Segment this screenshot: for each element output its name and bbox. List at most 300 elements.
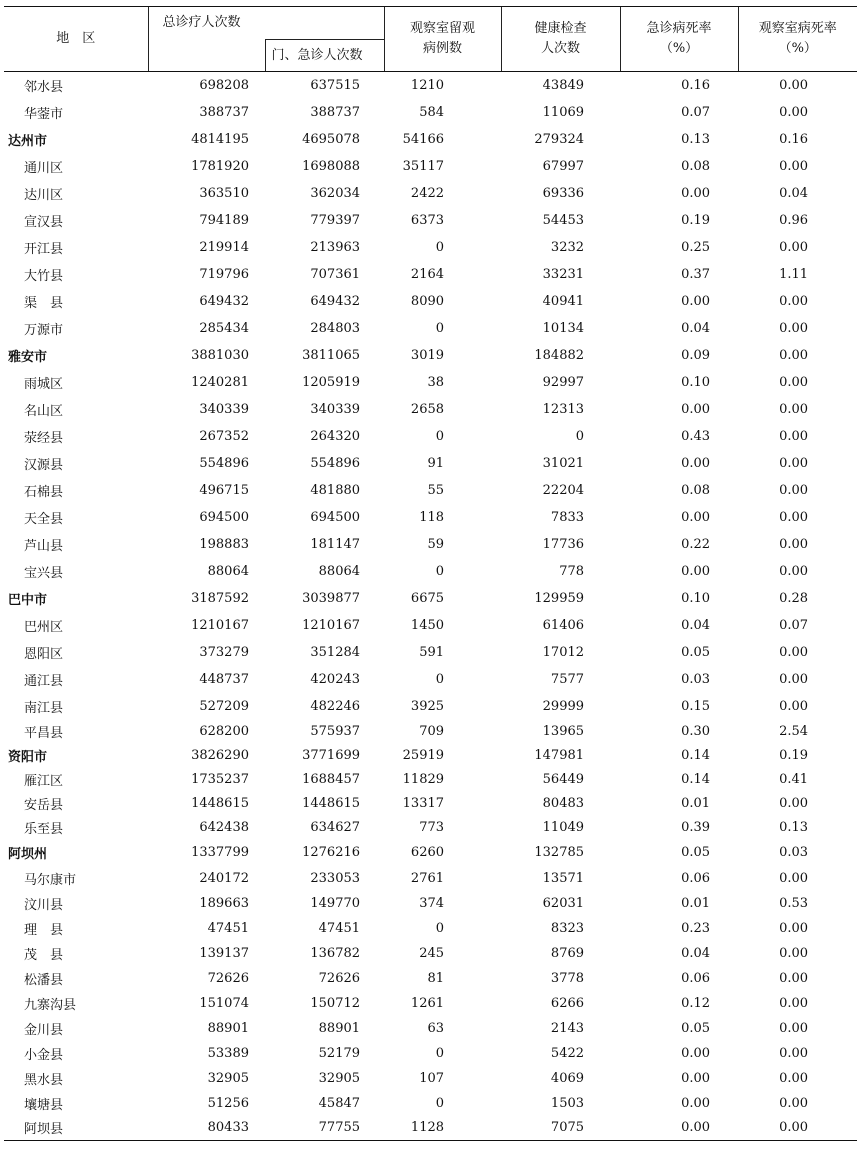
total-visits-cell: 1448615 — [191, 796, 249, 811]
health-check-cell: 5422 — [550, 1045, 585, 1061]
outpatient-cell: 1276216 — [302, 845, 361, 860]
observation-mortality-cell: 0.00 — [779, 347, 809, 363]
region-cell: 汶川县 — [24, 897, 64, 913]
region-cell: 宝兴县 — [24, 565, 64, 581]
outpatient-cell: 649432 — [310, 293, 361, 309]
observation-mortality-cell: 0.00 — [779, 428, 809, 444]
table-row — [4, 916, 857, 941]
table-row — [4, 450, 857, 477]
health-check-cell: 129959 — [534, 590, 585, 606]
health-check-cell: 11069 — [542, 104, 585, 120]
table-row — [4, 792, 857, 816]
total-visits-cell: 267352 — [199, 428, 249, 444]
emergency-mortality-cell: 0.00 — [681, 563, 711, 579]
observation-mortality-cell: 0.00 — [779, 320, 809, 336]
total-visits-cell: 1210167 — [191, 617, 249, 633]
health-check-cell: 1503 — [550, 1095, 585, 1111]
health-check-cell: 4069 — [550, 1070, 585, 1086]
observation-cases-cell: 773 — [419, 820, 445, 835]
emergency-mortality-cell: 0.43 — [681, 428, 711, 444]
observation-cases-cell: 1450 — [410, 617, 445, 633]
total-visits-cell: 642438 — [199, 820, 249, 835]
emergency-mortality-cell: 0.00 — [620, 1116, 738, 1141]
observation-mortality-cell: 0.00 — [779, 509, 809, 525]
observation-cases-cell: 0 — [435, 1045, 445, 1061]
total-visits-cell: 448737 — [199, 671, 249, 687]
outpatient-cell: 181147 — [310, 536, 361, 552]
table-row — [4, 639, 857, 666]
health-check-cell: 69336 — [542, 185, 585, 201]
observation-mortality-cell: 0.03 — [779, 845, 809, 860]
health-check-cell: 0 — [575, 428, 585, 444]
observation-mortality-cell: 0.00 — [779, 920, 809, 936]
total-visits-cell: 527209 — [199, 698, 249, 714]
region-cell: 巴州区 — [24, 619, 64, 635]
emergency-mortality-cell: 0.23 — [681, 920, 711, 936]
outpatient-cell: 3811065 — [302, 347, 361, 363]
table-row — [4, 369, 857, 396]
observation-mortality-cell: 0.00 — [779, 455, 809, 471]
observation-mortality-cell: 0.00 — [779, 945, 809, 961]
health-check-cell: 80483 — [542, 796, 585, 811]
statistics-table — [4, 6, 857, 1141]
emergency-mortality-cell: 0.01 — [681, 796, 711, 811]
region-cell: 邻水县 — [24, 79, 64, 95]
outpatient-cell: 351284 — [310, 644, 361, 660]
observation-mortality-cell: 0.28 — [779, 590, 809, 606]
emergency-mortality-cell: 0.08 — [681, 482, 711, 498]
table-row-city — [4, 342, 857, 369]
total-visits-cell: 51256 — [207, 1095, 249, 1111]
total-visits-cell: 151074 — [199, 995, 249, 1011]
observation-mortality-cell: 0.00 — [779, 1045, 809, 1061]
outpatient-cell: 77755 — [265, 1116, 384, 1141]
table-row — [4, 693, 857, 720]
total-visits-cell: 719796 — [199, 266, 249, 282]
outpatient-cell: 482246 — [310, 698, 361, 714]
total-visits-cell: 373279 — [199, 644, 249, 660]
observation-cases-cell: 59 — [427, 536, 445, 552]
observation-mortality-cell: 0.00 — [779, 796, 809, 811]
observation-cases-cell: 2761 — [410, 870, 445, 886]
table-row — [4, 1016, 857, 1041]
observation-cases-cell: 81 — [427, 970, 445, 986]
outpatient-cell: 3771699 — [302, 748, 361, 763]
total-visits-cell: 285434 — [199, 320, 249, 336]
observation-mortality-cell: 0.07 — [779, 617, 809, 633]
observation-mortality-cell: 0.00 — [779, 698, 809, 714]
outpatient-cell: 362034 — [310, 185, 361, 201]
observation-mortality-cell: 2.54 — [779, 724, 809, 739]
table-row — [4, 991, 857, 1016]
region-cell: 安岳县 — [24, 798, 64, 813]
observation-mortality-cell: 0.00 — [779, 671, 809, 687]
health-check-cell: 29999 — [542, 698, 585, 714]
region-cell: 名山区 — [24, 403, 64, 419]
region-cell: 阿坝县 — [4, 1116, 148, 1141]
table-header — [4, 7, 857, 72]
observation-mortality-cell: 0.16 — [779, 131, 809, 147]
health-check-cell: 147981 — [534, 748, 585, 763]
observation-cases-cell: 1128 — [384, 1116, 501, 1141]
table-row — [4, 531, 857, 558]
outpatient-cell: 420243 — [310, 671, 361, 687]
observation-mortality-cell: 0.00 — [779, 563, 809, 579]
observation-mortality-cell: 0.00 — [738, 1116, 857, 1141]
emergency-mortality-cell: 0.13 — [681, 131, 711, 147]
total-visits-cell: 388737 — [199, 104, 249, 120]
observation-cases-cell: 8090 — [410, 293, 445, 309]
observation-cases-cell: 6373 — [410, 212, 445, 228]
outpatient-cell: 707361 — [310, 266, 361, 282]
observation-mortality-cell: 0.04 — [779, 185, 809, 201]
table-row — [4, 504, 857, 531]
observation-mortality-cell: 0.00 — [779, 239, 809, 255]
emergency-mortality-cell: 0.14 — [681, 772, 711, 787]
outpatient-cell: 150712 — [310, 995, 361, 1011]
outpatient-cell: 284803 — [310, 320, 361, 336]
total-visits-cell: 554896 — [199, 455, 249, 471]
total-visits-cell: 698208 — [199, 77, 249, 93]
health-check-cell: 3232 — [550, 239, 585, 255]
emergency-mortality-cell: 0.39 — [681, 820, 711, 835]
outpatient-cell: 136782 — [310, 945, 361, 961]
region-cell: 黑水县 — [24, 1072, 64, 1088]
observation-mortality-cell: 0.13 — [779, 820, 809, 835]
health-check-cell: 33231 — [542, 266, 585, 282]
observation-cases-cell: 25919 — [402, 748, 445, 763]
outpatient-cell: 1448615 — [302, 796, 361, 811]
health-check-cell: 11049 — [542, 820, 585, 835]
table-row — [4, 666, 857, 693]
table-row-city — [4, 840, 857, 866]
observation-cases-cell: 3925 — [410, 698, 445, 714]
observation-cases-cell: 1210 — [410, 77, 445, 93]
observation-cases-cell: 0 — [435, 563, 445, 579]
emergency-mortality-cell: 0.30 — [681, 724, 711, 739]
table-row — [4, 423, 857, 450]
emergency-mortality-cell: 0.01 — [681, 895, 711, 911]
total-visits-cell: 198883 — [199, 536, 249, 552]
region-cell: 大竹县 — [24, 268, 64, 284]
health-check-cell: 3778 — [550, 970, 585, 986]
region-cell: 石棉县 — [24, 484, 64, 500]
emergency-mortality-cell: 0.00 — [681, 509, 711, 525]
outpatient-cell: 634627 — [310, 820, 361, 835]
observation-mortality-cell: 0.00 — [779, 1020, 809, 1036]
total-visits-cell: 219914 — [199, 239, 249, 255]
region-cell: 金川县 — [24, 1022, 64, 1038]
region-cell: 通川区 — [24, 160, 64, 176]
table-row — [4, 315, 857, 342]
total-visits-cell: 80433 — [148, 1116, 265, 1141]
region-cell: 荥经县 — [24, 430, 64, 446]
observation-cases-cell: 11829 — [402, 772, 445, 787]
region-cell: 小金县 — [24, 1047, 64, 1063]
emergency-mortality-cell: 0.07 — [681, 104, 711, 120]
emergency-mortality-cell: 0.12 — [681, 995, 711, 1011]
total-visits-cell: 189663 — [199, 895, 249, 911]
region-cell: 宣汉县 — [24, 214, 64, 230]
outpatient-cell: 1210167 — [302, 617, 361, 633]
health-check-cell: 132785 — [534, 845, 585, 860]
table-row — [4, 558, 857, 585]
table-row — [4, 288, 857, 315]
emergency-mortality-cell: 0.10 — [681, 374, 711, 390]
health-check-cell: 8769 — [550, 945, 585, 961]
region-cell: 九寨沟县 — [24, 997, 77, 1013]
region-cell: 松潘县 — [24, 972, 64, 988]
emergency-mortality-cell: 0.05 — [681, 644, 711, 660]
total-visits-cell: 794189 — [199, 212, 249, 228]
total-visits-cell: 628200 — [199, 724, 249, 739]
total-visits-cell: 3826290 — [191, 748, 249, 763]
health-check-cell: 2143 — [550, 1020, 585, 1036]
observation-cases-cell: 0 — [435, 428, 445, 444]
observation-cases-cell: 6675 — [410, 590, 445, 606]
region-cell: 雨城区 — [24, 376, 64, 392]
total-visits-cell: 72626 — [207, 970, 249, 986]
observation-cases-cell: 2164 — [410, 266, 445, 282]
observation-cases-cell: 0 — [435, 239, 445, 255]
table-row — [4, 207, 857, 234]
health-check-cell: 8323 — [550, 920, 585, 936]
observation-cases-cell: 2658 — [410, 401, 445, 417]
emergency-mortality-cell: 0.19 — [681, 212, 711, 228]
emergency-mortality-cell: 0.00 — [681, 1070, 711, 1086]
outpatient-cell: 4695078 — [302, 131, 361, 147]
observation-cases-cell: 118 — [419, 509, 445, 525]
outpatient-cell: 264320 — [310, 428, 361, 444]
outpatient-cell: 554896 — [310, 455, 361, 471]
region-cell: 达州市 — [8, 133, 48, 149]
emergency-mortality-cell: 0.09 — [681, 347, 711, 363]
table-row — [4, 99, 857, 126]
table-row — [4, 180, 857, 207]
health-check-cell: 7833 — [550, 509, 585, 525]
total-visits-cell: 496715 — [199, 482, 249, 498]
region-cell: 雅安市 — [8, 349, 48, 365]
emergency-mortality-cell: 0.00 — [681, 1045, 711, 1061]
table-row-city — [4, 585, 857, 612]
outpatient-cell: 88064 — [318, 563, 361, 579]
health-check-cell: 778 — [559, 563, 585, 579]
total-visits-cell: 649432 — [199, 293, 249, 309]
emergency-mortality-cell: 0.37 — [681, 266, 711, 282]
outpatient-cell: 388737 — [310, 104, 361, 120]
health-check-cell: 13571 — [542, 870, 585, 886]
total-visits-cell: 139137 — [199, 945, 249, 961]
outpatient-cell: 694500 — [310, 509, 361, 525]
observation-cases-cell: 0 — [435, 671, 445, 687]
observation-cases-cell: 107 — [419, 1070, 445, 1086]
table-row — [4, 941, 857, 966]
observation-mortality-cell: 0.00 — [779, 158, 809, 174]
outpatient-cell: 213963 — [310, 239, 361, 255]
observation-mortality-cell: 0.00 — [779, 870, 809, 886]
header-total-visits: 总诊疗人次数 — [148, 7, 384, 40]
region-cell: 巴中市 — [8, 592, 48, 608]
observation-cases-cell: 584 — [419, 104, 445, 120]
total-visits-cell: 88901 — [207, 1020, 249, 1036]
observation-mortality-cell: 0.00 — [779, 536, 809, 552]
region-cell: 通江县 — [24, 673, 64, 689]
observation-cases-cell: 3019 — [410, 347, 445, 363]
region-cell: 南江县 — [24, 700, 64, 716]
table-row — [4, 866, 857, 891]
observation-mortality-cell: 0.00 — [779, 1095, 809, 1111]
table-row — [4, 234, 857, 261]
total-visits-cell: 88064 — [207, 563, 249, 579]
health-check-cell: 13965 — [542, 724, 585, 739]
observation-mortality-cell: 0.00 — [779, 293, 809, 309]
emergency-mortality-cell: 0.00 — [681, 455, 711, 471]
emergency-mortality-cell: 0.06 — [681, 970, 711, 986]
region-cell: 汉源县 — [24, 457, 64, 473]
observation-cases-cell: 6260 — [410, 845, 445, 860]
emergency-mortality-cell: 0.10 — [681, 590, 711, 606]
table-row — [4, 477, 857, 504]
observation-cases-cell: 35117 — [402, 158, 445, 174]
health-check-cell: 40941 — [542, 293, 585, 309]
observation-mortality-cell: 0.96 — [779, 212, 809, 228]
emergency-mortality-cell: 0.22 — [681, 536, 711, 552]
observation-cases-cell: 38 — [427, 374, 445, 390]
observation-cases-cell: 1261 — [410, 995, 445, 1011]
header-outpatient-emergency: 门、急诊人次数 — [265, 40, 384, 72]
health-check-cell: 184882 — [534, 347, 585, 363]
outpatient-cell: 779397 — [310, 212, 361, 228]
emergency-mortality-cell: 0.00 — [681, 401, 711, 417]
observation-cases-cell: 374 — [419, 895, 445, 911]
emergency-mortality-cell: 0.16 — [681, 77, 711, 93]
header-observation-cases: 观察室留观 病例数 — [384, 7, 501, 72]
outpatient-cell: 47451 — [318, 920, 361, 936]
header-emergency-mortality: 急诊病死率 （%） — [620, 7, 738, 72]
emergency-mortality-cell: 0.04 — [681, 320, 711, 336]
health-check-cell: 22204 — [542, 482, 585, 498]
table-body — [4, 72, 857, 1141]
table-row — [4, 1116, 857, 1141]
observation-cases-cell: 55 — [427, 482, 445, 498]
observation-mortality-cell: 0.00 — [779, 644, 809, 660]
region-cell: 开江县 — [24, 241, 64, 257]
emergency-mortality-cell: 0.03 — [681, 671, 711, 687]
observation-cases-cell: 54166 — [402, 131, 445, 147]
total-visits-cell: 4814195 — [191, 131, 249, 147]
emergency-mortality-cell: 0.04 — [681, 945, 711, 961]
health-check-cell: 10134 — [542, 320, 585, 336]
table-row — [4, 612, 857, 639]
health-check-cell: 67997 — [542, 158, 585, 174]
observation-mortality-cell: 0.00 — [779, 970, 809, 986]
total-visits-cell: 363510 — [199, 185, 249, 201]
outpatient-cell: 88901 — [318, 1020, 361, 1036]
outpatient-cell: 1205919 — [302, 374, 361, 390]
observation-cases-cell: 63 — [427, 1020, 445, 1036]
emergency-mortality-cell: 0.00 — [681, 1095, 711, 1111]
outpatient-cell: 1698088 — [302, 158, 361, 174]
header-region: 地 区 — [4, 7, 148, 72]
table-row — [4, 153, 857, 180]
observation-cases-cell: 0 — [435, 920, 445, 936]
outpatient-cell: 340339 — [310, 401, 361, 417]
table-row — [4, 261, 857, 288]
emergency-mortality-cell: 0.04 — [681, 617, 711, 633]
total-visits-cell: 53389 — [207, 1045, 249, 1061]
health-check-cell: 43849 — [542, 77, 585, 93]
table-row — [4, 966, 857, 991]
emergency-mortality-cell: 0.08 — [681, 158, 711, 174]
observation-cases-cell: 0 — [435, 320, 445, 336]
health-check-cell: 12313 — [542, 401, 585, 417]
emergency-mortality-cell: 0.05 — [681, 845, 711, 860]
region-cell: 乐至县 — [24, 822, 64, 837]
region-cell: 资阳市 — [8, 750, 48, 765]
emergency-mortality-cell: 0.06 — [681, 870, 711, 886]
total-visits-cell: 47451 — [207, 920, 249, 936]
observation-cases-cell: 2422 — [410, 185, 445, 201]
header-observation-mortality: 观察室病死率 （%） — [738, 7, 857, 72]
total-visits-cell: 3881030 — [191, 347, 249, 363]
health-check-cell: 17012 — [542, 644, 585, 660]
observation-mortality-cell: 0.00 — [779, 995, 809, 1011]
health-check-cell: 92997 — [542, 374, 585, 390]
observation-cases-cell: 245 — [419, 945, 445, 961]
observation-mortality-cell: 0.00 — [779, 1070, 809, 1086]
table-row-city — [4, 744, 857, 768]
table-row — [4, 891, 857, 916]
outpatient-cell: 149770 — [310, 895, 361, 911]
region-cell: 茂 县 — [24, 947, 64, 963]
table-row — [4, 1066, 857, 1091]
health-check-cell: 17736 — [542, 536, 585, 552]
region-cell: 阿坝州 — [8, 847, 48, 862]
health-check-cell: 7075 — [501, 1116, 620, 1141]
region-cell: 雁江区 — [24, 774, 64, 789]
observation-mortality-cell: 0.00 — [779, 401, 809, 417]
region-cell: 天全县 — [24, 511, 64, 527]
total-visits-cell: 340339 — [199, 401, 249, 417]
outpatient-cell: 32905 — [318, 1070, 361, 1086]
total-visits-cell: 3187592 — [191, 590, 249, 606]
observation-mortality-cell: 0.19 — [779, 748, 809, 763]
total-visits-cell: 240172 — [199, 870, 249, 886]
health-check-cell: 61406 — [542, 617, 585, 633]
observation-cases-cell: 591 — [419, 644, 445, 660]
table-row — [4, 720, 857, 744]
table-row — [4, 768, 857, 792]
table-row — [4, 396, 857, 423]
region-cell: 万源市 — [24, 322, 64, 338]
region-cell: 华蓥市 — [24, 106, 64, 122]
emergency-mortality-cell: 0.14 — [681, 748, 711, 763]
total-visits-cell: 1337799 — [191, 845, 249, 860]
table-row — [4, 72, 857, 99]
total-visits-cell: 1735237 — [191, 772, 249, 787]
region-cell: 恩阳区 — [24, 646, 64, 662]
table-row — [4, 816, 857, 840]
observation-mortality-cell: 0.00 — [779, 104, 809, 120]
outpatient-cell: 52179 — [318, 1045, 361, 1061]
outpatient-cell: 575937 — [310, 724, 361, 739]
emergency-mortality-cell: 0.05 — [681, 1020, 711, 1036]
outpatient-cell: 233053 — [310, 870, 361, 886]
region-cell: 马尔康市 — [24, 872, 77, 888]
observation-cases-cell: 91 — [427, 455, 445, 471]
outpatient-cell: 637515 — [310, 77, 361, 93]
health-check-cell: 6266 — [550, 995, 585, 1011]
